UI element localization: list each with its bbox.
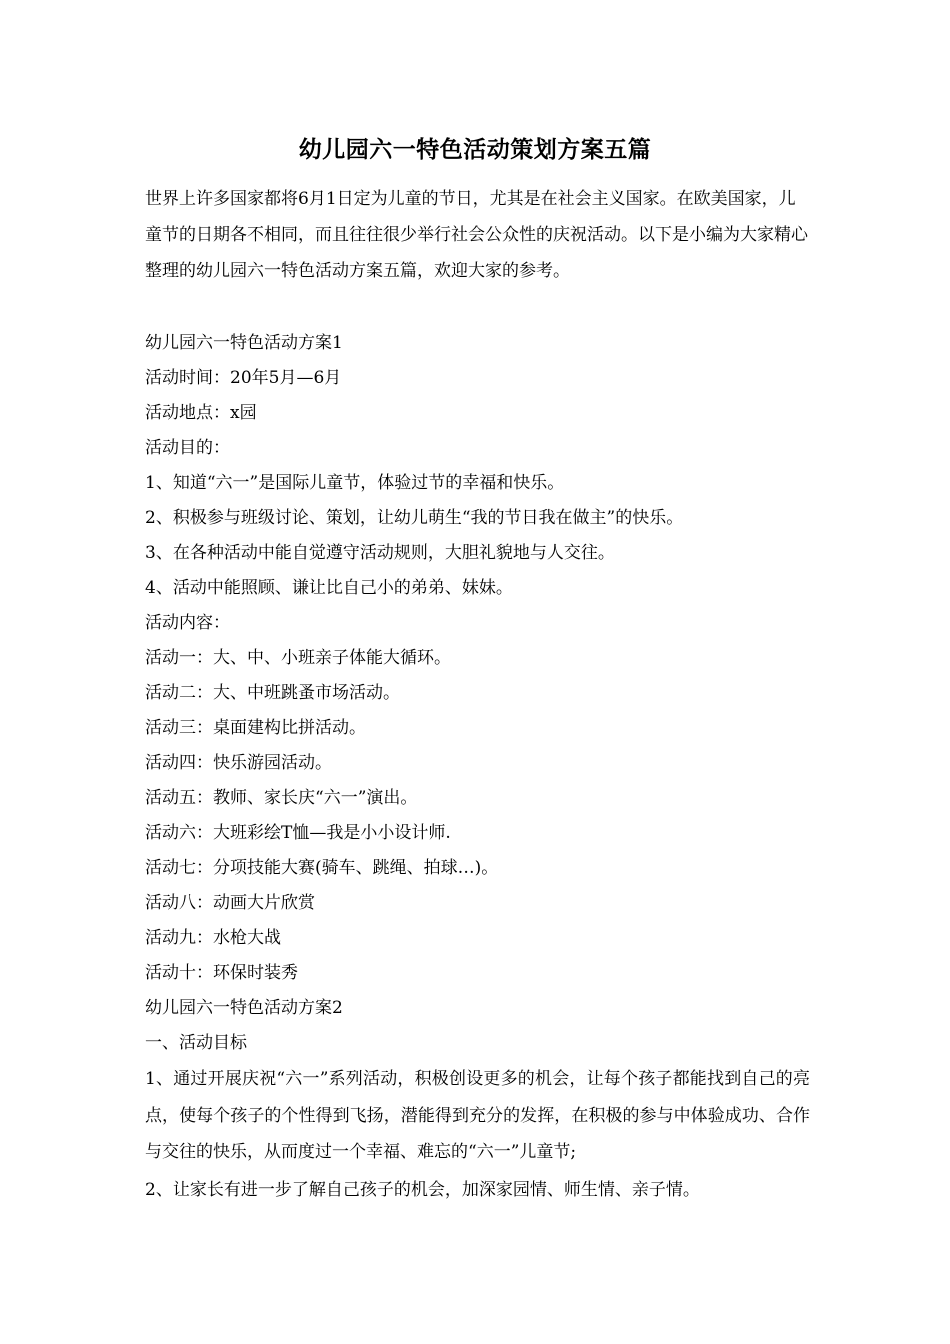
document-title: 幼儿园六一特色活动策划方案五篇 <box>298 136 652 163</box>
activity-item: 活动一：大、中、小班亲子体能大循环。 <box>145 648 451 668</box>
activity-item: 活动六：大班彩绘T恤—我是小小设计师. <box>145 823 451 843</box>
goals-heading: 一、活动目标 <box>145 1033 247 1053</box>
activity-purpose-heading: 活动目的： <box>145 438 230 458</box>
section-heading-plan-2: 幼儿园六一特色活动方案2 <box>145 998 343 1018</box>
activity-location: 活动地点：x园 <box>145 403 257 423</box>
activity-item: 活动八：动画大片欣赏 <box>145 893 315 913</box>
purpose-item: 2、积极参与班级讨论、策划，让幼儿萌生“我的节日我在做主”的快乐。 <box>145 508 684 528</box>
activity-item: 活动三：桌面建构比拼活动。 <box>145 718 366 738</box>
goal-paragraph-2: 2、让家长有进一步了解自己孩子的机会，加深家园情、师生情、亲子情。 <box>145 1180 700 1200</box>
activity-item: 活动二：大、中班跳蚤市场活动。 <box>145 683 400 703</box>
section-heading-plan-1: 幼儿园六一特色活动方案1 <box>145 333 343 353</box>
purpose-item: 1、知道“六一”是国际儿童节，体验过节的幸福和快乐。 <box>145 473 565 493</box>
activity-item: 活动十：环保时装秀 <box>145 963 298 983</box>
content-lines <box>145 326 810 1061</box>
activity-item: 活动五：教师、家长庆“六一”演出。 <box>145 788 418 808</box>
purpose-item: 3、在各种活动中能自觉遵守活动规则，大胆礼貌地与人交往。 <box>145 543 615 563</box>
activity-item: 活动四：快乐游园活动。 <box>145 753 332 773</box>
goal-paragraph-1: 1、通过开展庆祝“六一”系列活动，积极创设更多的机会，让每个孩子都能找到自己的亮点，使每个孩子的个性得到飞扬，潜能得到充分的发挥，在积极的参与中体验成功、合作与交往的快乐，从而度过一个幸福、难忘的“六一”儿童节; <box>145 1069 810 1162</box>
activity-item: 活动七：分项技能大赛(骑车、跳绳、拍球…)。 <box>145 858 499 878</box>
purpose-item: 4、活动中能照顾、谦让比自己小的弟弟、妹妹。 <box>145 578 513 598</box>
activity-item: 活动九：水枪大战 <box>145 928 281 948</box>
activity-content-heading: 活动内容： <box>145 613 230 633</box>
intro-paragraph: 世界上许多国家都将6月1日定为儿童的节日，尤其是在社会主义国家。在欧美国家，儿童节的日期各不相同，而且往往很少举行社会公众性的庆祝活动。以下是小编为大家精心整理的幼儿园六一特色活动方案五篇，欢迎大家的参考。 <box>145 189 808 281</box>
activity-time: 活动时间：20年5月—6月 <box>145 368 342 388</box>
